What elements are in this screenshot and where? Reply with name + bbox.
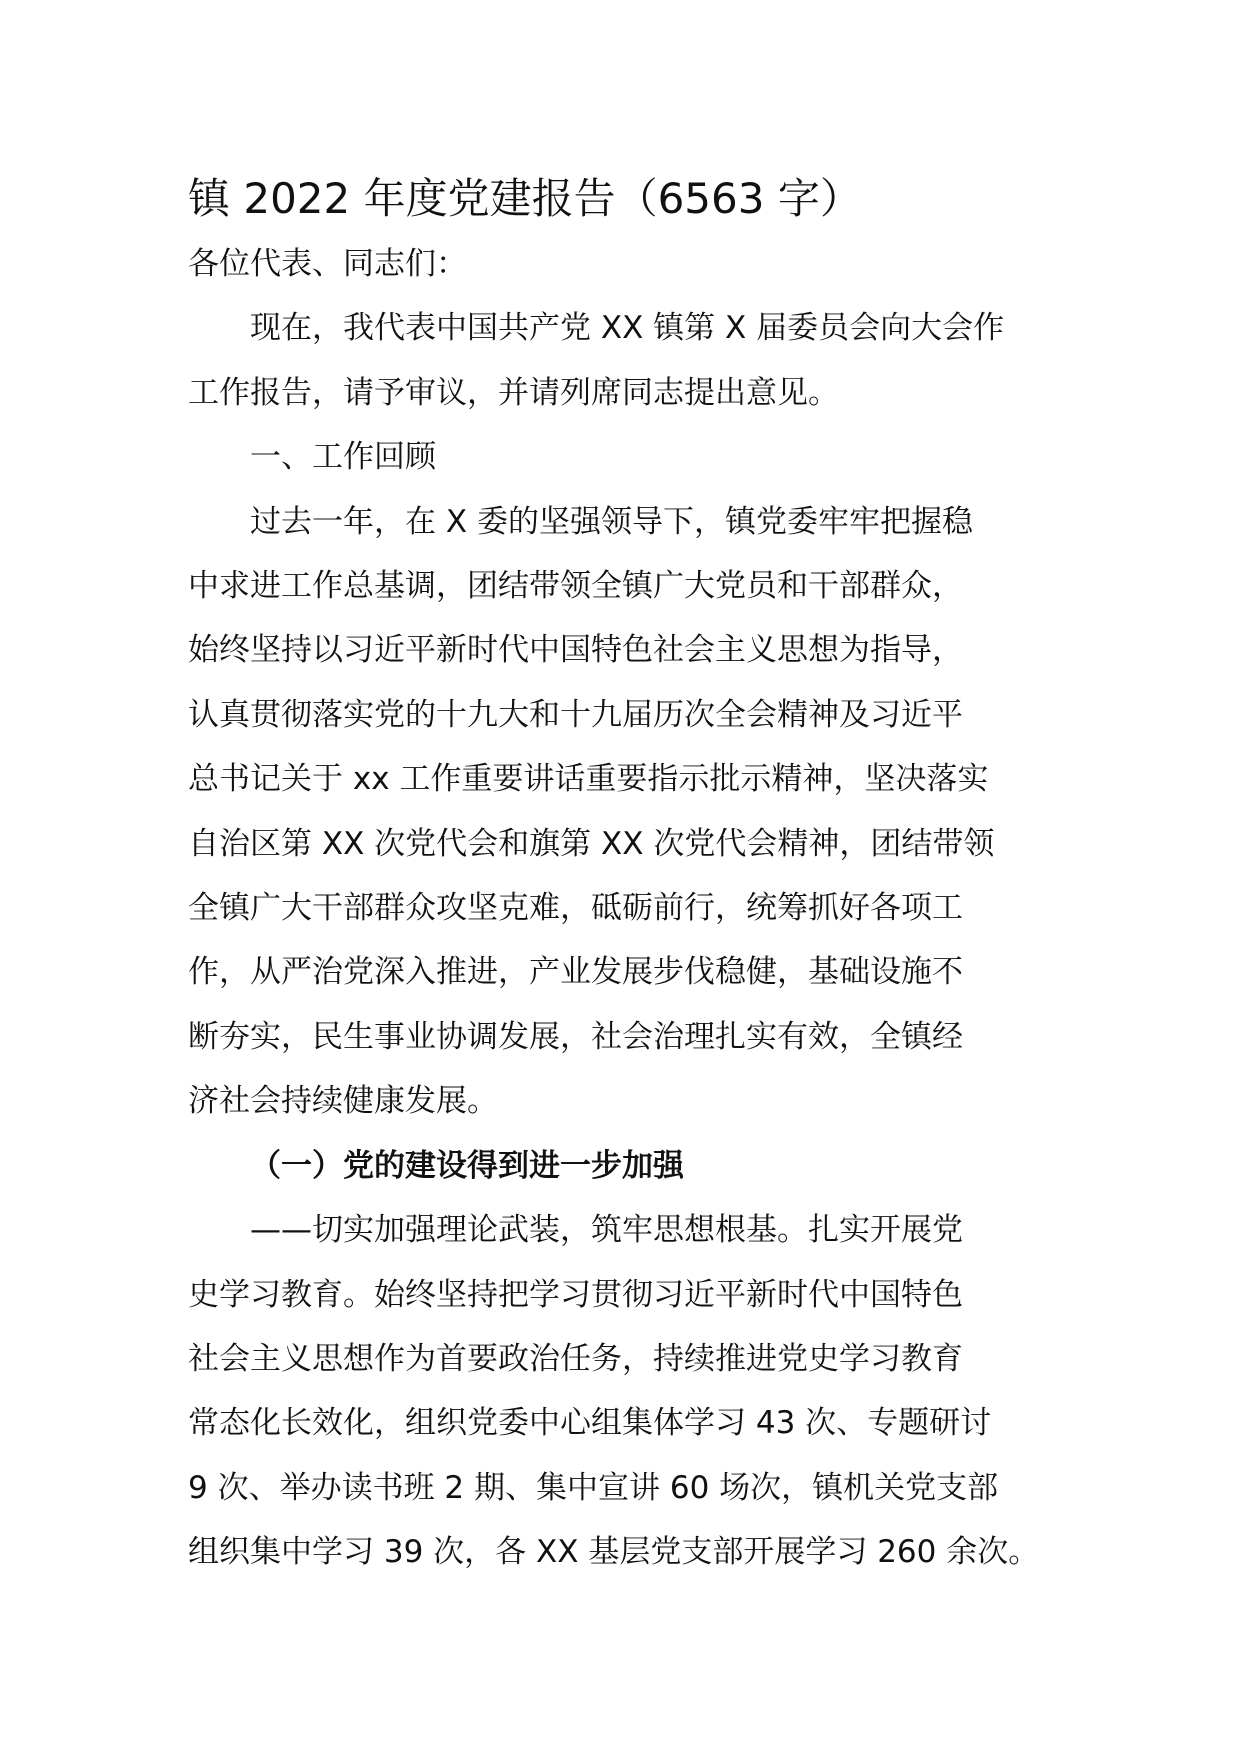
theory-paragraph	[188, 1198, 1068, 1584]
salutation: 各位代表、同志们：	[188, 246, 467, 282]
theory-line: 9 次、举办读书班 2 期、集中宣讲 60 场次，镇机关党支部	[188, 1469, 999, 1506]
theory-line: 常态化长效化，组织党委中心组集体学习 43 次、专题研讨	[188, 1405, 992, 1442]
subsection-heading-party-building: （一）党的建设得到进一步加强	[250, 1147, 684, 1184]
review-line: 总书记关于 xx 工作重要讲话重要指示批示精神，坚决落实	[188, 761, 989, 798]
theory-line: ——切实加强理论武装，筑牢思想根基。扎实开展党	[250, 1212, 963, 1249]
review-line: 始终坚持以习近平新时代中国特色社会主义思想为指导，	[188, 632, 963, 669]
review-line: 自治区第 XX 次党代会和旗第 XX 次党代会精神，团结带领	[188, 825, 995, 862]
theory-line: 组织集中学习 39 次，各 XX 基层党支部开展学习 260 余次。	[188, 1534, 1040, 1571]
intro-paragraph	[188, 296, 1068, 425]
intro-line: 工作报告，请予审议，并请列席同志提出意见。	[188, 374, 839, 411]
theory-line: 史学习教育。始终坚持把学习贯彻习近平新时代中国特色	[188, 1276, 963, 1313]
intro-line: 现在，我代表中国共产党 XX 镇第 X 届委员会向大会作	[250, 310, 1005, 347]
review-line: 作，从严治党深入推进，产业发展步伐稳健，基础设施不	[188, 954, 963, 991]
review-line: 断夯实，民生事业协调发展，社会治理扎实有效，全镇经	[188, 1018, 963, 1055]
review-line: 全镇广大干部群众攻坚克难，砥砺前行，统筹抓好各项工	[188, 890, 963, 927]
document-page	[188, 168, 1068, 1585]
review-paragraph	[188, 490, 1068, 1134]
theory-line: 社会主义思想作为首要政治任务，持续推进党史学习教育	[188, 1340, 963, 1377]
review-line: 济社会持续健康发展。	[188, 1083, 498, 1120]
review-line: 认真贯彻落实党的十九大和十九届历次全会精神及习近平	[188, 696, 963, 733]
section-heading-review: 一、工作回顾	[250, 439, 436, 476]
review-line: 过去一年，在 X 委的坚强领导下，镇党委牢牢把握稳	[250, 503, 973, 540]
document-title: 镇 2022 年度党建报告（6563 字）	[188, 174, 862, 223]
review-line: 中求进工作总基调，团结带领全镇广大党员和干部群众，	[188, 568, 963, 605]
